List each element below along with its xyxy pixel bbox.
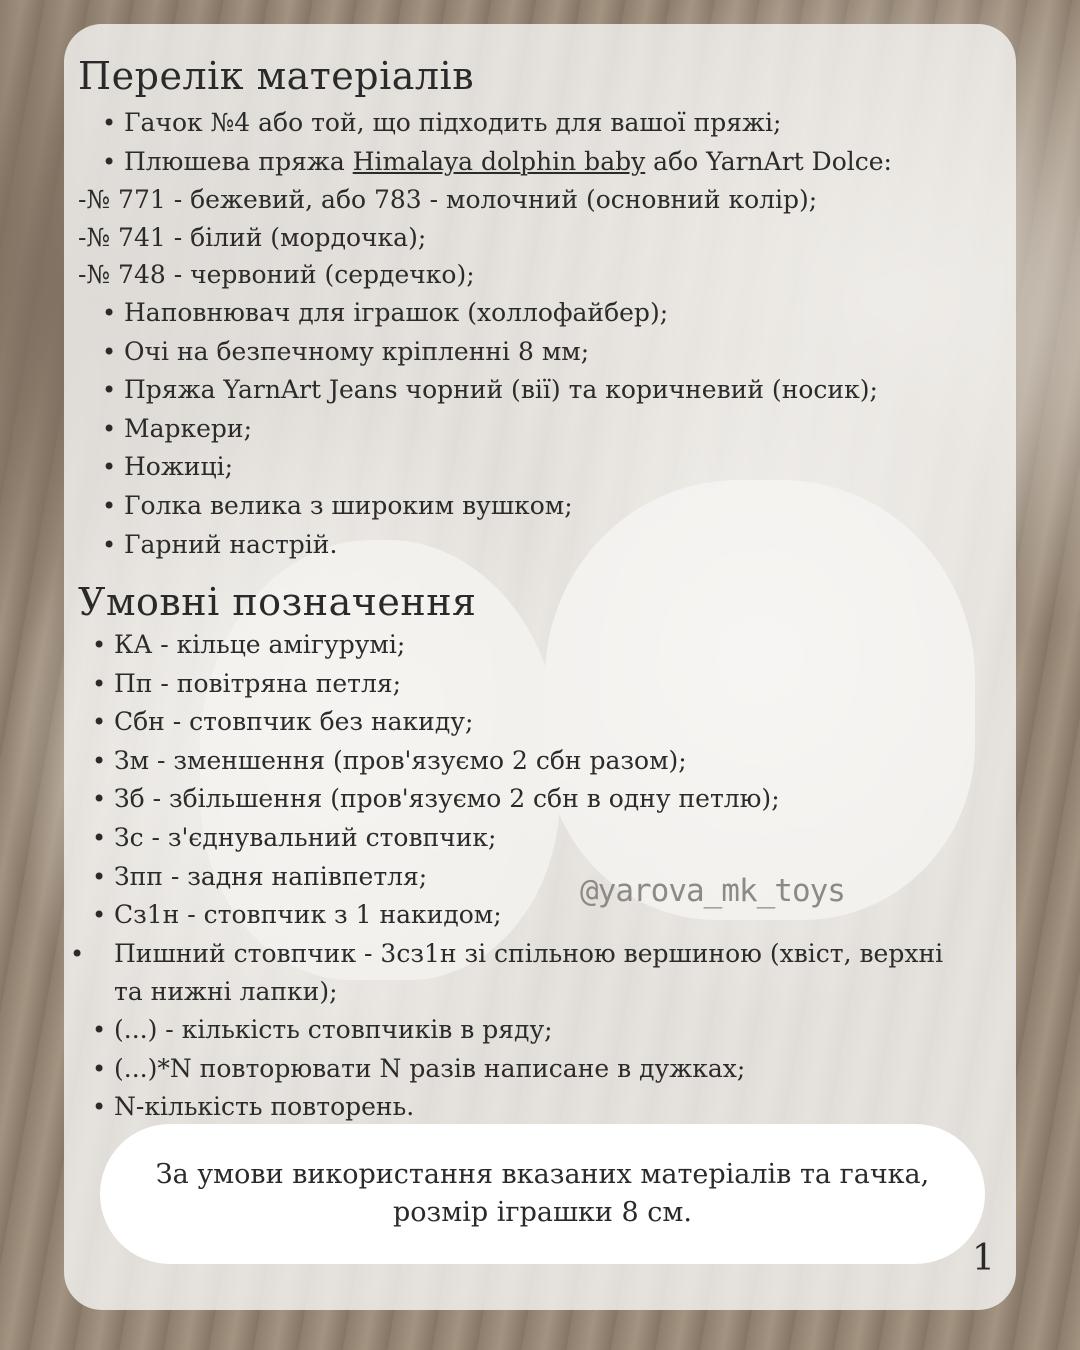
list-item: • Наповнювач для іграшок (холлофайбер); bbox=[102, 294, 892, 333]
list-item: • Маркери; bbox=[102, 410, 892, 449]
legend-title: Умовні позначення bbox=[78, 580, 477, 624]
list-item: -№ 741 - білий (мордочка); bbox=[78, 222, 427, 252]
size-note bbox=[100, 1124, 985, 1264]
list-item: • Пряжа YarnArt Jeans чорний (вії) та коричневий (носик); bbox=[102, 371, 892, 410]
list-item: • Ножиці; bbox=[102, 448, 892, 487]
list-item: • Зс - з'єднувальний стовпчик; bbox=[92, 819, 962, 858]
list-item: • Сбн - стовпчик без накиду; bbox=[92, 703, 962, 742]
list-item: • Голка велика з широким вушком; bbox=[102, 487, 892, 526]
list-item: • Пишний стовпчик - 3сз1н зі спільною вершиною (хвіст, верхні та нижні лапки); bbox=[92, 935, 962, 1011]
list-item: • (...) - кількість стовпчиків в ряду; bbox=[92, 1011, 962, 1050]
list-item: • Плюшева пряжа Himalaya dolphin baby або YarnArt Dolce: bbox=[102, 143, 892, 182]
page-number: 1 bbox=[972, 1238, 995, 1279]
list-item: • Пп - повітряна петля; bbox=[92, 665, 962, 704]
materials-list bbox=[78, 104, 892, 564]
list-item: • КА - кільце амігурумі; bbox=[92, 626, 962, 665]
list-item: • Зб - збільшення (пров'язуємо 2 сбн в одну петлю); bbox=[92, 780, 962, 819]
list-item: • N-кількість повторень. bbox=[92, 1088, 962, 1127]
size-note-line2: розмір іграшки 8 см. bbox=[393, 1197, 692, 1228]
list-item: • (...)*N повторювати N разів написане в дужках; bbox=[92, 1050, 962, 1089]
list-item: • Сз1н - стовпчик з 1 накидом; bbox=[92, 896, 962, 935]
materials-title: Перелік матеріалів bbox=[78, 54, 475, 98]
list-item: -№ 748 - червоний (сердечко); bbox=[78, 260, 475, 290]
watermark: @yarova_mk_toys bbox=[580, 873, 845, 909]
list-item: • Зпп - задня напівпетля; bbox=[92, 858, 962, 897]
list-item: • Гарний настрій. bbox=[102, 526, 892, 565]
list-item: • Зм - зменшення (пров'язуємо 2 сбн разом); bbox=[92, 742, 962, 781]
size-note-line1: За умови використання вказаних матеріалів та гачка, bbox=[155, 1159, 930, 1190]
list-item: -№ 771 - бежевий, або 783 - молочний (основний колір); bbox=[78, 185, 818, 215]
list-item: • Гачок №4 або той, що підходить для вашої пряжі; bbox=[102, 104, 892, 143]
list-item: • Очі на безпечному кріпленні 8 мм; bbox=[102, 333, 892, 372]
yarn-link[interactable]: Himalaya dolphin baby bbox=[352, 146, 646, 176]
